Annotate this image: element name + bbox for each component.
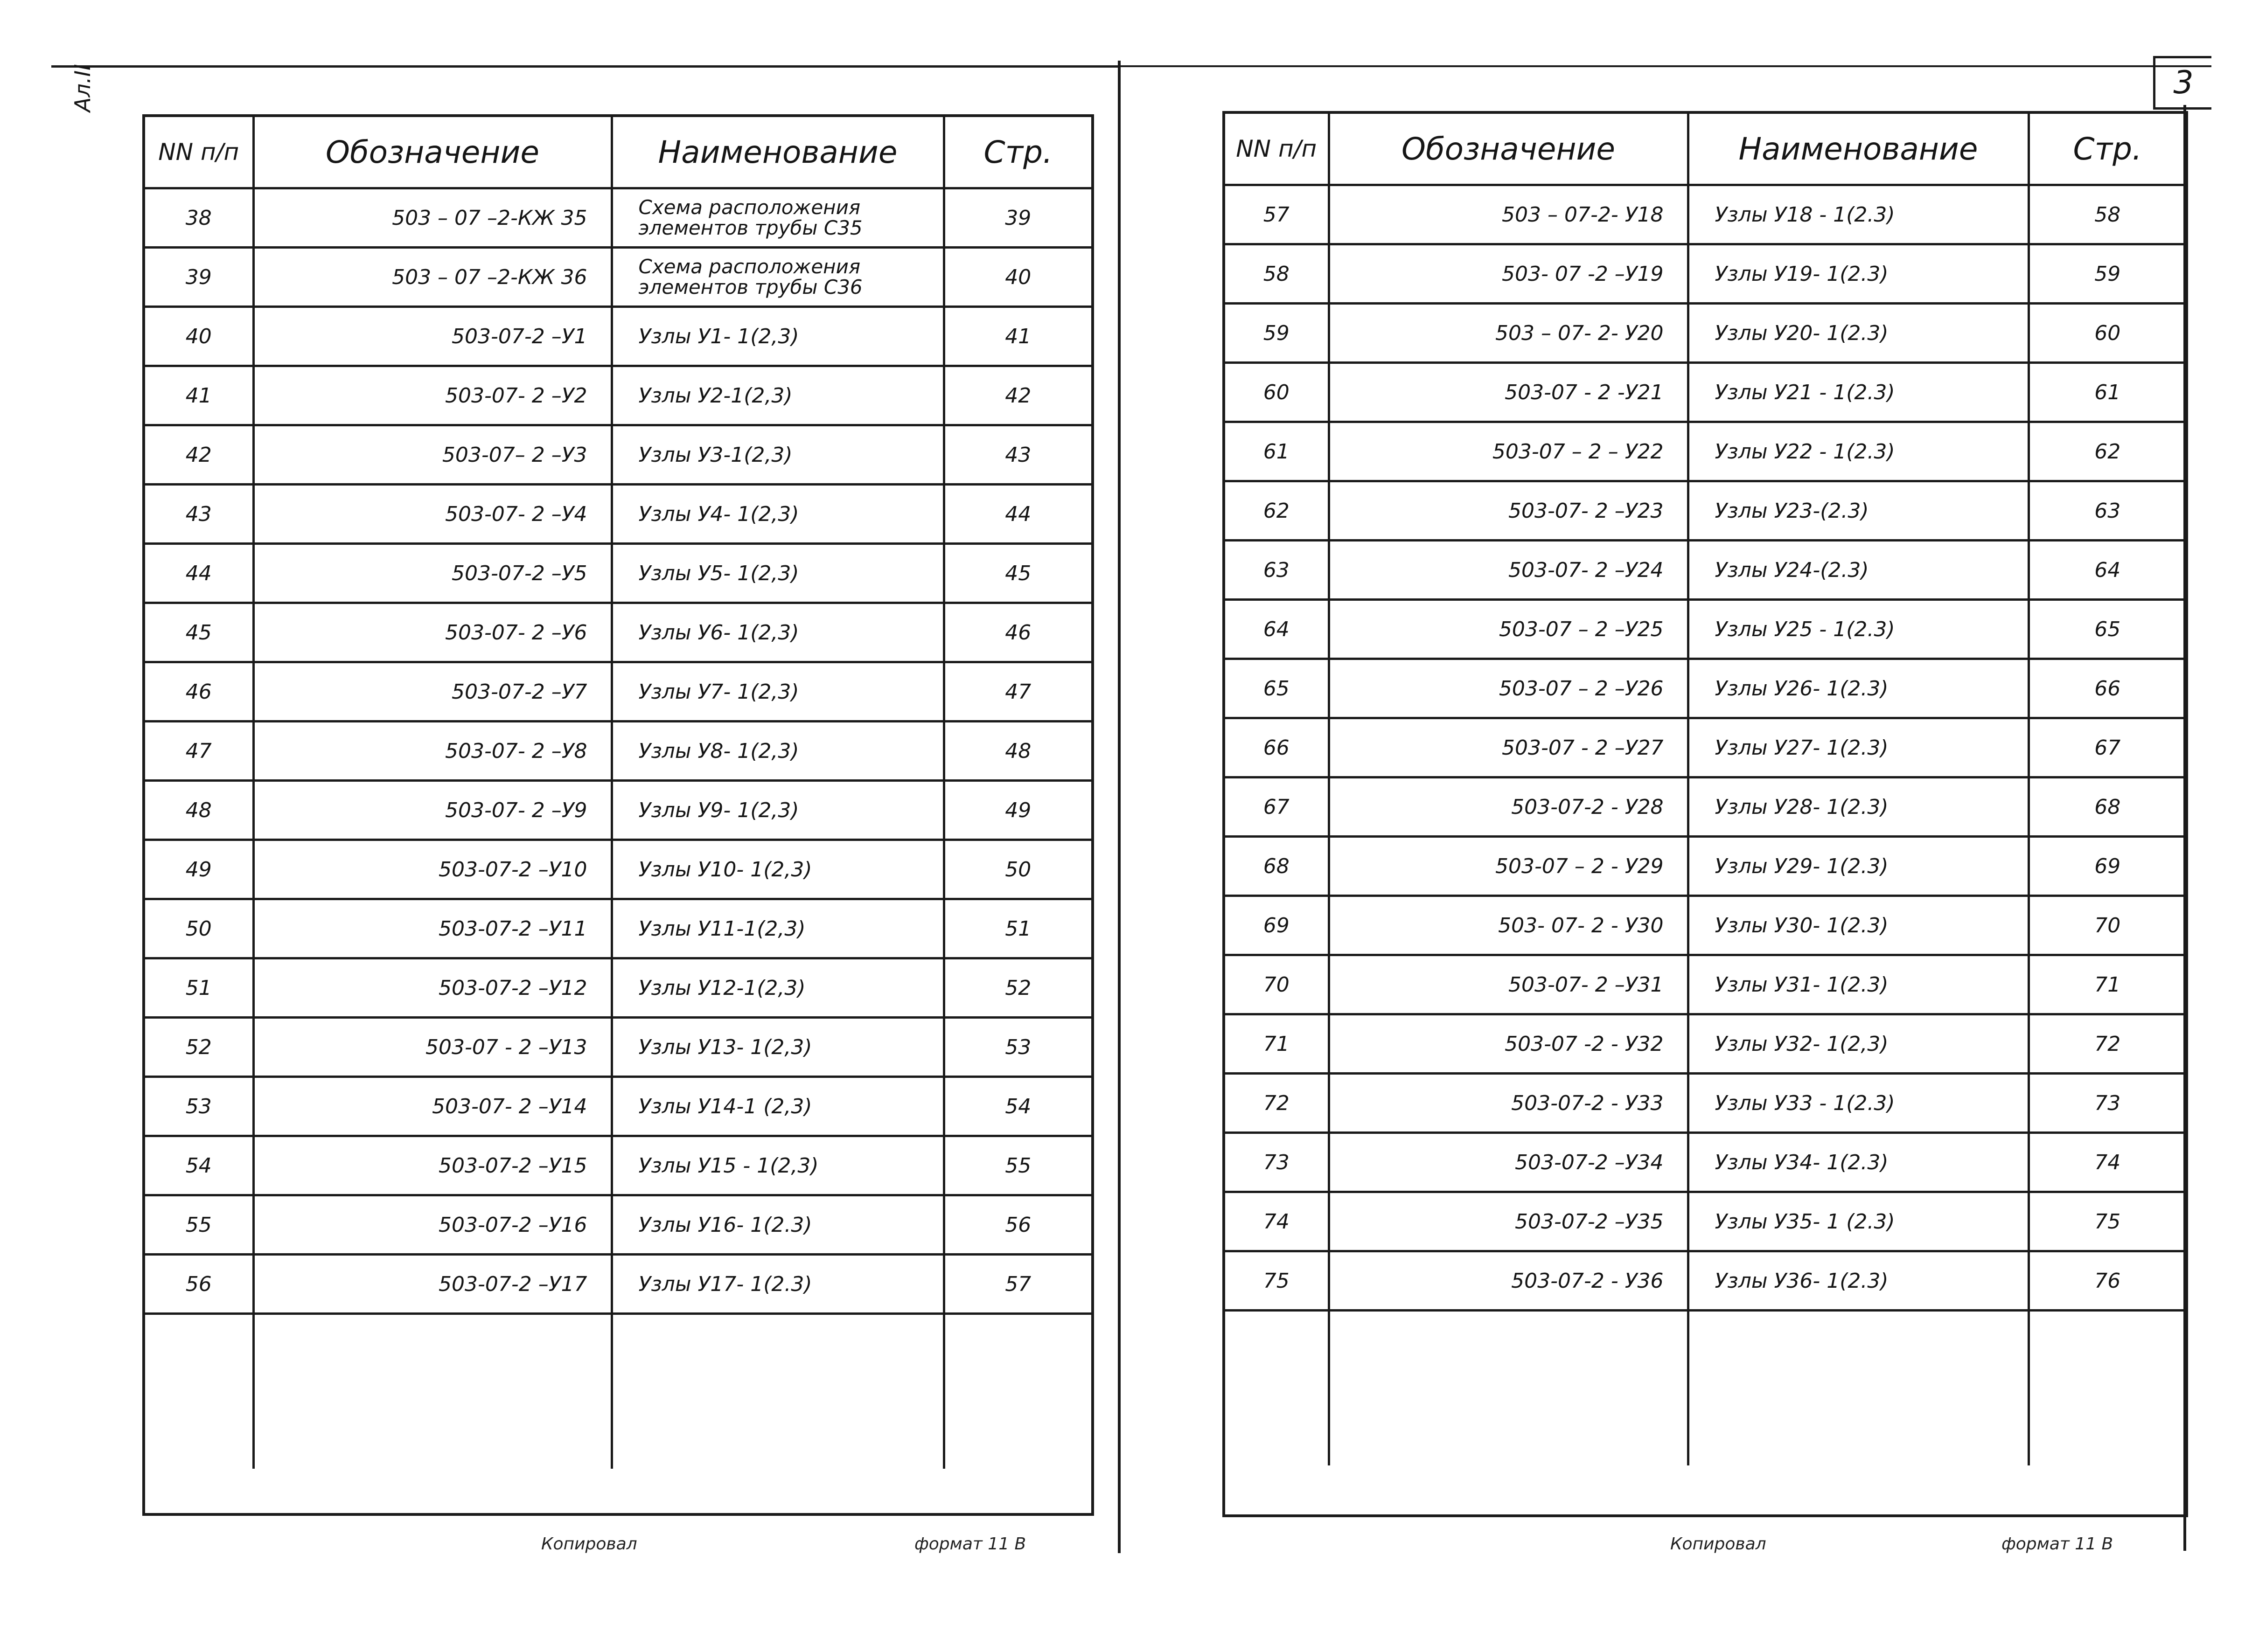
center-divider <box>1118 61 1121 1553</box>
col-code-header: Обозначение <box>253 117 612 188</box>
row-page: 53 <box>944 1018 1091 1077</box>
row-page: 76 <box>2029 1251 2185 1311</box>
row-name: Узлы У19- 1(2.3) <box>1688 244 2029 304</box>
table-row <box>1225 1251 2185 1311</box>
row-page: 58 <box>2029 185 2185 244</box>
row-designation: 503-07- 2 –У23 <box>1329 481 1688 541</box>
row-page: 57 <box>944 1255 1091 1314</box>
row-designation: 503-07– 2 –У3 <box>253 425 612 485</box>
row-name: Узлы У22 - 1(2.3) <box>1688 422 2029 481</box>
right-sheet <box>1222 111 2188 1517</box>
row-name: Узлы У3-1(2,3) <box>612 425 944 485</box>
row-number: 41 <box>145 366 253 425</box>
row-name: Узлы У33 - 1(2.3) <box>1688 1074 2029 1133</box>
left-sheet <box>142 114 1094 1516</box>
table-row <box>145 188 1091 248</box>
row-page: 67 <box>2029 718 2185 777</box>
row-page: 69 <box>2029 837 2185 896</box>
row-designation: 503-07- 2 –У14 <box>253 1077 612 1136</box>
row-name: Узлы У14-1 (2,3) <box>612 1077 944 1136</box>
row-designation: 503-07-2 –У7 <box>253 662 612 722</box>
row-name: Узлы У5- 1(2,3) <box>612 544 944 603</box>
row-name: Узлы У10- 1(2,3) <box>612 840 944 899</box>
row-page: 68 <box>2029 777 2185 837</box>
row-page: 63 <box>2029 481 2185 541</box>
row-number: 62 <box>1225 481 1329 541</box>
col-number-header: NN п/п <box>1225 114 1329 185</box>
row-designation: 503-07-2 –У35 <box>1329 1192 1688 1251</box>
empty-cell <box>145 1314 253 1469</box>
row-name: Узлы У28- 1(2.3) <box>1688 777 2029 837</box>
row-name: Узлы У25 - 1(2.3) <box>1688 600 2029 659</box>
row-designation: 503-07- 2 –У6 <box>253 603 612 662</box>
row-designation: 503-07-2 –У1 <box>253 307 612 366</box>
row-number: 64 <box>1225 600 1329 659</box>
table-row <box>1225 659 2185 718</box>
empty-cell <box>612 1314 944 1469</box>
row-designation: 503 – 07 –2-КЖ 35 <box>253 188 612 248</box>
row-page: 44 <box>944 485 1091 544</box>
row-name: Узлы У8- 1(2,3) <box>612 722 944 781</box>
row-name: Узлы У13- 1(2,3) <box>612 1018 944 1077</box>
table-row <box>145 366 1091 425</box>
table-row <box>145 662 1091 722</box>
empty-cell <box>1329 1311 1688 1466</box>
row-page: 73 <box>2029 1074 2185 1133</box>
empty-cell <box>2029 1311 2185 1466</box>
row-number: 57 <box>1225 185 1329 244</box>
row-designation: 503-07-2 - У36 <box>1329 1251 1688 1311</box>
row-page: 42 <box>944 366 1091 425</box>
row-designation: 503-07-2 –У12 <box>253 958 612 1018</box>
table-row <box>1225 1192 2185 1251</box>
table-row <box>145 781 1091 840</box>
row-page: 74 <box>2029 1133 2185 1192</box>
row-number: 54 <box>145 1136 253 1195</box>
row-designation: 503-07-2 –У15 <box>253 1136 612 1195</box>
row-number: 74 <box>1225 1192 1329 1251</box>
row-number: 71 <box>1225 1014 1329 1074</box>
row-page: 70 <box>2029 896 2185 955</box>
table-row <box>1225 718 2185 777</box>
row-name: Узлы У32- 1(2,3) <box>1688 1014 2029 1074</box>
row-page: 41 <box>944 307 1091 366</box>
col-number-header: NN п/п <box>145 117 253 188</box>
side-label: Ал.II <box>70 64 95 112</box>
row-name: Узлы У21 - 1(2.3) <box>1688 363 2029 422</box>
sheet-number: 3 <box>2153 56 2211 110</box>
row-number: 39 <box>145 248 253 307</box>
row-designation: 503- 07- 2 - У30 <box>1329 896 1688 955</box>
row-page: 50 <box>944 840 1091 899</box>
row-name: Узлы У30- 1(2.3) <box>1688 896 2029 955</box>
table-row <box>1225 244 2185 304</box>
row-designation: 503- 07 -2 –У19 <box>1329 244 1688 304</box>
table-row <box>1225 1074 2185 1133</box>
row-page: 48 <box>944 722 1091 781</box>
row-designation: 503-07-2 –У16 <box>253 1195 612 1255</box>
row-designation: 503-07 – 2 - У29 <box>1329 837 1688 896</box>
row-designation: 503 – 07 –2-КЖ 36 <box>253 248 612 307</box>
row-name: Узлы У11-1(2,3) <box>612 899 944 958</box>
row-name: Узлы У2-1(2,3) <box>612 366 944 425</box>
row-number: 69 <box>1225 896 1329 955</box>
row-page: 49 <box>944 781 1091 840</box>
top-rule-right <box>1120 65 2211 67</box>
row-name: Узлы У31- 1(2.3) <box>1688 955 2029 1014</box>
col-page-header: Стр. <box>944 117 1091 188</box>
table-row <box>1225 777 2185 837</box>
table-row <box>1225 304 2185 363</box>
row-page: 71 <box>2029 955 2185 1014</box>
row-name: Узлы У35- 1 (2.3) <box>1688 1192 2029 1251</box>
row-name: Схема расположения элементов трубы С35 <box>612 188 944 248</box>
row-designation: 503-07 - 2 -У21 <box>1329 363 1688 422</box>
col-page-header: Стр. <box>2029 114 2185 185</box>
row-number: 56 <box>145 1255 253 1314</box>
row-number: 47 <box>145 722 253 781</box>
row-name: Узлы У15 - 1(2,3) <box>612 1136 944 1195</box>
row-number: 59 <box>1225 304 1329 363</box>
row-page: 66 <box>2029 659 2185 718</box>
left-footer-format: формат 11 В <box>914 1534 1026 1554</box>
row-number: 44 <box>145 544 253 603</box>
row-designation: 503-07 – 2 –У25 <box>1329 600 1688 659</box>
row-name: Узлы У9- 1(2,3) <box>612 781 944 840</box>
row-number: 48 <box>145 781 253 840</box>
row-designation: 503-07- 2 –У9 <box>253 781 612 840</box>
row-page: 39 <box>944 188 1091 248</box>
empty-row <box>145 1314 1091 1469</box>
table-row <box>145 1018 1091 1077</box>
empty-cell <box>253 1314 612 1469</box>
row-name: Узлы У4- 1(2,3) <box>612 485 944 544</box>
row-designation: 503-07-2 –У11 <box>253 899 612 958</box>
col-name-header: Наименование <box>612 117 944 188</box>
row-number: 58 <box>1225 244 1329 304</box>
row-name: Схема расположения элементов трубы С36 <box>612 248 944 307</box>
row-designation: 503-07- 2 –У31 <box>1329 955 1688 1014</box>
row-number: 40 <box>145 307 253 366</box>
right-header-row <box>1225 114 2185 185</box>
empty-row <box>1225 1311 2185 1466</box>
row-name: Узлы У29- 1(2.3) <box>1688 837 2029 896</box>
row-page: 75 <box>2029 1192 2185 1251</box>
row-designation: 503-07-2 - У28 <box>1329 777 1688 837</box>
row-designation: 503-07- 2 –У4 <box>253 485 612 544</box>
row-number: 51 <box>145 958 253 1018</box>
row-number: 63 <box>1225 541 1329 600</box>
table-row <box>145 248 1091 307</box>
row-designation: 503-07- 2 –У24 <box>1329 541 1688 600</box>
row-name: Узлы У6- 1(2,3) <box>612 603 944 662</box>
left-footer-copied: Копировал <box>541 1534 637 1554</box>
empty-cell <box>1688 1311 2029 1466</box>
table-row <box>145 307 1091 366</box>
row-number: 60 <box>1225 363 1329 422</box>
left-header-row <box>145 117 1091 188</box>
row-name: Узлы У1- 1(2,3) <box>612 307 944 366</box>
row-designation: 503-07-2 –У10 <box>253 840 612 899</box>
row-number: 45 <box>145 603 253 662</box>
row-page: 43 <box>944 425 1091 485</box>
table-row <box>1225 185 2185 244</box>
row-number: 65 <box>1225 659 1329 718</box>
row-page: 64 <box>2029 541 2185 600</box>
top-rule-left <box>51 65 1120 68</box>
row-page: 46 <box>944 603 1091 662</box>
table-row <box>145 603 1091 662</box>
row-page: 72 <box>2029 1014 2185 1074</box>
table-row <box>1225 541 2185 600</box>
row-designation: 503-07-2 –У5 <box>253 544 612 603</box>
row-number: 52 <box>145 1018 253 1077</box>
row-number: 49 <box>145 840 253 899</box>
table-row <box>145 840 1091 899</box>
row-number: 61 <box>1225 422 1329 481</box>
table-row <box>1225 1014 2185 1074</box>
table-row <box>145 722 1091 781</box>
row-number: 50 <box>145 899 253 958</box>
row-number: 72 <box>1225 1074 1329 1133</box>
table-row <box>145 485 1091 544</box>
table-row <box>1225 1133 2185 1192</box>
row-page: 60 <box>2029 304 2185 363</box>
row-page: 61 <box>2029 363 2185 422</box>
empty-cell <box>944 1314 1091 1469</box>
table-row <box>1225 955 2185 1014</box>
row-page: 55 <box>944 1136 1091 1195</box>
row-page: 52 <box>944 958 1091 1018</box>
table-row <box>145 544 1091 603</box>
right-footer-format: формат 11 В <box>2001 1534 2113 1554</box>
row-designation: 503-07- 2 –У8 <box>253 722 612 781</box>
right-footer-copied: Копировал <box>1670 1534 1766 1554</box>
row-name: Узлы У18 - 1(2.3) <box>1688 185 2029 244</box>
row-page: 54 <box>944 1077 1091 1136</box>
table-row <box>145 1136 1091 1195</box>
row-name: Узлы У7- 1(2,3) <box>612 662 944 722</box>
row-name: Узлы У17- 1(2.3) <box>612 1255 944 1314</box>
row-page: 56 <box>944 1195 1091 1255</box>
row-name: Узлы У24-(2.3) <box>1688 541 2029 600</box>
table-row <box>1225 422 2185 481</box>
row-number: 43 <box>145 485 253 544</box>
row-designation: 503-07 – 2 –У26 <box>1329 659 1688 718</box>
row-page: 51 <box>944 899 1091 958</box>
row-designation: 503-07 – 2 – У22 <box>1329 422 1688 481</box>
row-page: 45 <box>944 544 1091 603</box>
row-designation: 503 – 07- 2- У20 <box>1329 304 1688 363</box>
row-number: 68 <box>1225 837 1329 896</box>
col-name-header: Наименование <box>1688 114 2029 185</box>
left-table <box>145 117 1091 1469</box>
row-name: Узлы У26- 1(2.3) <box>1688 659 2029 718</box>
row-page: 59 <box>2029 244 2185 304</box>
table-row <box>145 1255 1091 1314</box>
empty-cell <box>1225 1311 1329 1466</box>
table-row <box>145 1195 1091 1255</box>
row-designation: 503-07 - 2 –У13 <box>253 1018 612 1077</box>
table-row <box>1225 837 2185 896</box>
table-row <box>145 899 1091 958</box>
table-row <box>145 958 1091 1018</box>
table-row <box>1225 363 2185 422</box>
row-designation: 503-07 -2 - У32 <box>1329 1014 1688 1074</box>
row-page: 65 <box>2029 600 2185 659</box>
row-number: 67 <box>1225 777 1329 837</box>
row-number: 70 <box>1225 955 1329 1014</box>
row-name: Узлы У36- 1(2.3) <box>1688 1251 2029 1311</box>
row-number: 38 <box>145 188 253 248</box>
row-designation: 503-07 - 2 –У27 <box>1329 718 1688 777</box>
table-row <box>145 1077 1091 1136</box>
row-name: Узлы У16- 1(2.3) <box>612 1195 944 1255</box>
row-designation: 503-07-2 –У34 <box>1329 1133 1688 1192</box>
row-page: 62 <box>2029 422 2185 481</box>
row-number: 66 <box>1225 718 1329 777</box>
row-name: Узлы У20- 1(2.3) <box>1688 304 2029 363</box>
row-number: 55 <box>145 1195 253 1255</box>
row-designation: 503-07-2 - У33 <box>1329 1074 1688 1133</box>
row-page: 40 <box>944 248 1091 307</box>
table-row <box>1225 896 2185 955</box>
row-name: Узлы У23-(2.3) <box>1688 481 2029 541</box>
right-table <box>1225 114 2185 1465</box>
table-row <box>1225 600 2185 659</box>
row-name: Узлы У12-1(2,3) <box>612 958 944 1018</box>
row-number: 75 <box>1225 1251 1329 1311</box>
row-designation: 503-07- 2 –У2 <box>253 366 612 425</box>
row-name: Узлы У34- 1(2.3) <box>1688 1133 2029 1192</box>
row-number: 42 <box>145 425 253 485</box>
table-row <box>145 425 1091 485</box>
row-number: 73 <box>1225 1133 1329 1192</box>
row-designation: 503 – 07-2- У18 <box>1329 185 1688 244</box>
row-number: 53 <box>145 1077 253 1136</box>
row-name: Узлы У27- 1(2.3) <box>1688 718 2029 777</box>
table-row <box>1225 481 2185 541</box>
row-number: 46 <box>145 662 253 722</box>
row-designation: 503-07-2 –У17 <box>253 1255 612 1314</box>
row-page: 47 <box>944 662 1091 722</box>
col-code-header: Обозначение <box>1329 114 1688 185</box>
